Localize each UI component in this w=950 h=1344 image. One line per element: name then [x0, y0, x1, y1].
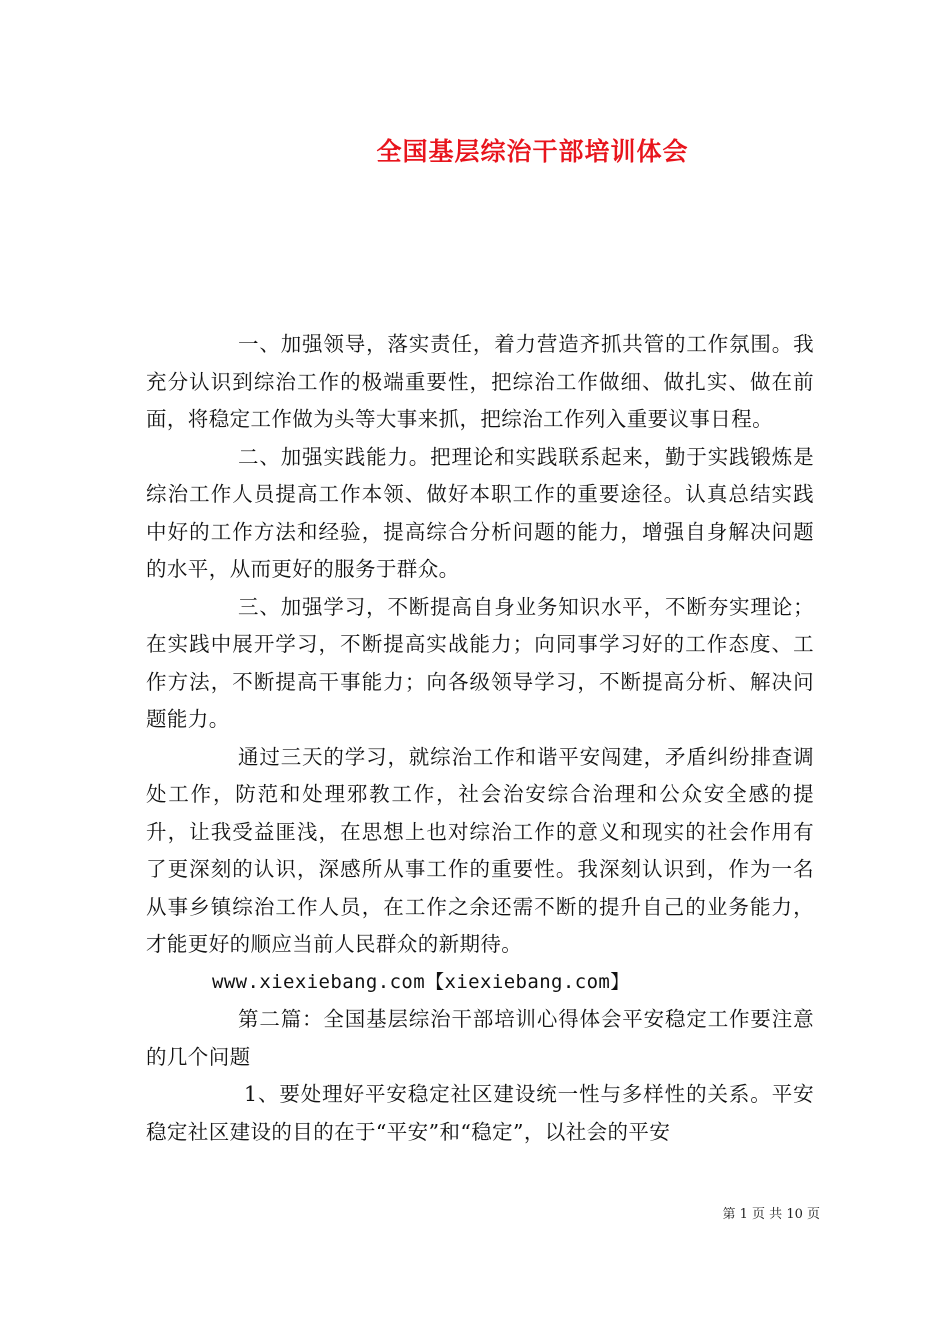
page-number: 第 1 页 共 10 页 [722, 1207, 820, 1222]
document-title: 全国基层综治干部培训体会 [376, 137, 689, 166]
paragraph-2: 二、加强实践能力。把理论和实践联系起来，勤于实践锻炼是综治工作人员提高工作本领、做好本职工作的重要途径。认真总结实践中好的工作方法和经验，提高综合分析问题的能力，增强自身解决问题的水平，从而更好的服务于群众。 [146, 444, 814, 581]
paragraph-4: 通过三天的学习，就综治工作和谐平安闯建，矛盾纠纷排查调处工作，防范和处理邪教工作，社会治安综合治理和公众安全感的提升，让我受益匪浅，在思想上也对综治工作的意义和现实的社会作用有了更深刻的认识，深感所从事工作的重要性。我深刻认识到，作为一名从事乡镇综治工作人员，在工作之余还需不断的提升自己的业务能力，才能更好的顺应当前人民群众的新期待。 [146, 744, 814, 956]
section-heading-2: 第二篇：全国基层综治干部培训心得体会平安稳定工作要注意的几个问题 [146, 1007, 814, 1069]
source-url-line: www.xiexiebang.com【xiexiebang.com】 [212, 970, 630, 993]
paragraph-1: 一、加强领导，落实责任，着力营造齐抓共管的工作氛围。我充分认识到综治工作的极端重要性，把综治工作做细、做扎实、做在前面，将稳定工作做为头等大事来抓，把综治工作列入重要议事日程。 [146, 332, 814, 431]
document-body [146, 326, 814, 1151]
paragraph-3: 三、加强学习，不断提高自身业务知识水平，不断夯实理论；在实践中展开学习，不断提高实战能力；向同事学习好的工作态度、工作方法，不断提高干事能力；向各级领导学习，不断提高分析、解决问题能力。 [146, 594, 814, 731]
paragraph-5: 1、要处理好平安稳定社区建设统一性与多样性的关系。平安稳定社区建设的目的在于“平安”和“稳定”，以社会的平安 [146, 1082, 814, 1144]
